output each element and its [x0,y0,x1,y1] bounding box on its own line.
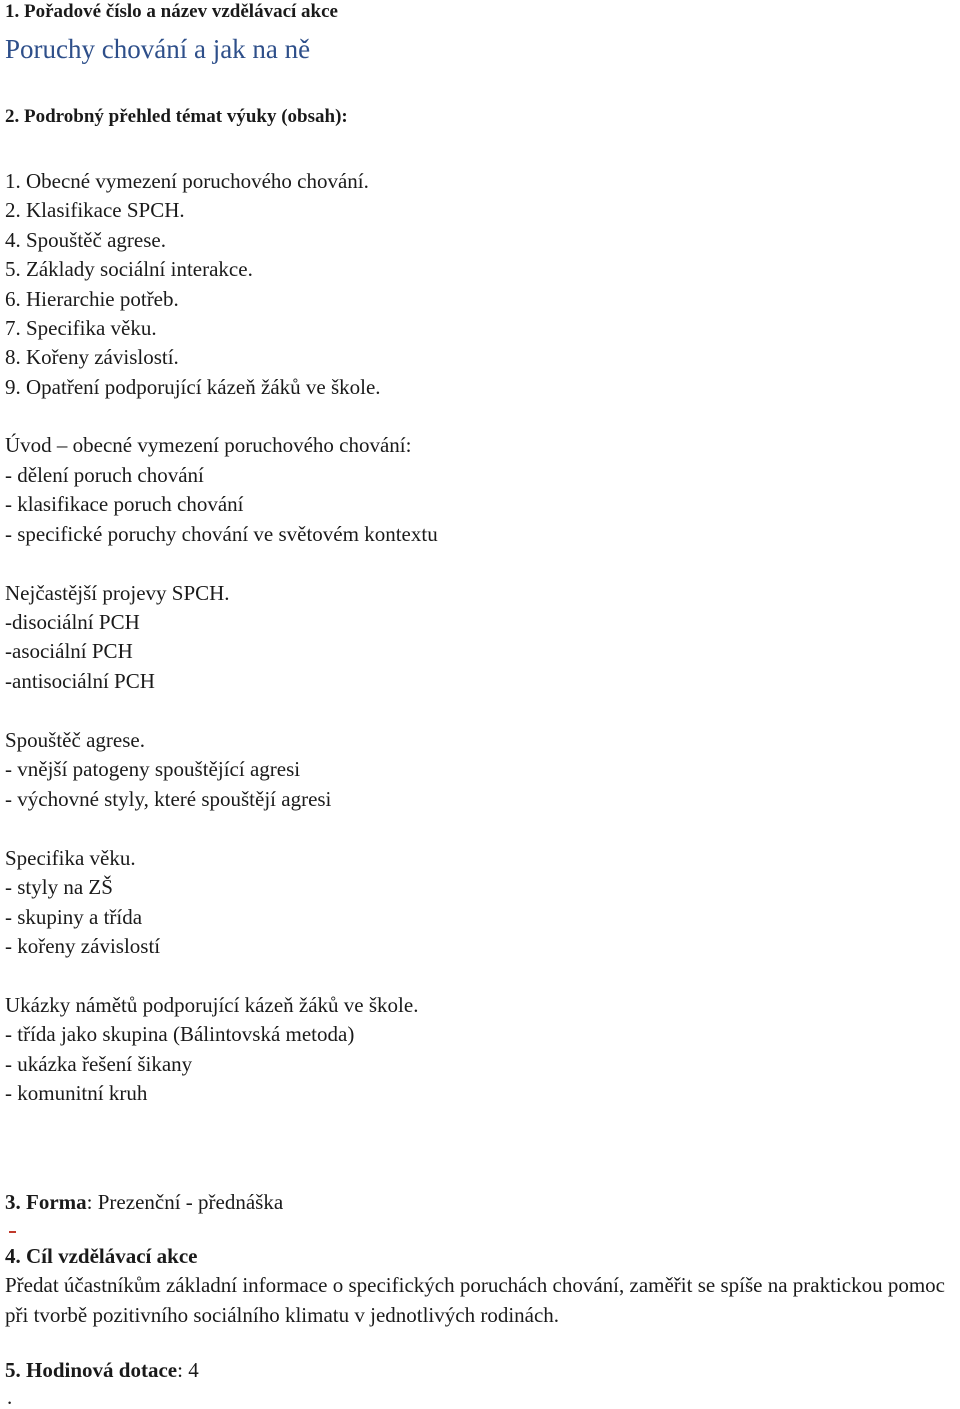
block-heading-veku: Specifika věku. [5,846,136,870]
section1-heading: 1. Pořadové číslo a název vzdělávací akce [5,1,338,22]
dotace-value: 4 [188,1358,199,1382]
block-heading-agrese: Spouštěč agrese. [5,728,145,752]
block-item: - dělení poruch chování [5,463,204,487]
block-item: - klasifikace poruch chování [5,492,244,516]
page-title: Poruchy chování a jak na ně [5,34,311,64]
block-item: -disociální PCH [5,610,140,634]
topic-item: 4. Spouštěč agrese. [5,228,166,252]
topic-item: 6. Hierarchie potřeb. [5,287,179,311]
block-item: - kořeny závislostí [5,934,161,958]
block-heading-ukazky: Ukázky námětů podporující kázeň žáků ve škole. [5,993,419,1017]
block-item: - ukázka řešení šikany [5,1052,193,1076]
forma-label: 3. Forma [5,1190,87,1214]
cil-heading: 4. Cíl vzdělávací akce [5,1244,198,1268]
topic-item: 5. Základy sociální interakce. [5,257,253,281]
trailing-dot: . [7,1385,13,1409]
block-item: -asociální PCH [5,639,133,663]
block-item: - třída jako skupina (Bálintovská metoda) [5,1022,355,1046]
topic-item: 7. Specifika věku. [5,316,157,340]
block-item: - vnější patogeny spouštějící agresi [5,757,301,781]
topic-item: 1. Obecné vymezení poruchového chování. [5,169,369,193]
section2-heading: 2. Podrobný přehled témat výuky (obsah): [5,106,348,127]
dotace-line: 5. Hodinová dotace: 4 [5,1358,199,1382]
block-item: - skupiny a třída [5,905,143,929]
red-dash-marker [9,1231,16,1233]
block-item: - komunitní kruh [5,1081,148,1105]
block-item: - styly na ZŠ [5,875,113,899]
forma-value: Prezenční - přednáška [97,1190,284,1214]
block-item: -antisociální PCH [5,669,155,693]
block-item: - specifické poruchy chování ve světovém kontextu [5,522,438,546]
topic-item: 8. Kořeny závislostí. [5,345,179,369]
block-item: - výchovné styly, které spouštějí agresi [5,787,332,811]
block-heading-uvod: Úvod – obecné vymezení poruchového chování: [5,433,412,457]
dotace-label: 5. Hodinová dotace [5,1358,178,1382]
topic-item: 2. Klasifikace SPCH. [5,198,185,222]
topic-item: 9. Opatření podporující kázeň žáků ve škole. [5,375,381,399]
block-heading-projevy: Nejčastější projevy SPCH. [5,581,230,605]
cil-text: Předat účastníkům základní informace o specifických poruchách chování, zaměřit se spíše na praktickou pomoc při tvorbě pozitivního sociálního klimatu v jednotlivých rodinách. [5,1273,945,1327]
forma-line: 3. Forma: Prezenční - přednáška [5,1190,284,1214]
